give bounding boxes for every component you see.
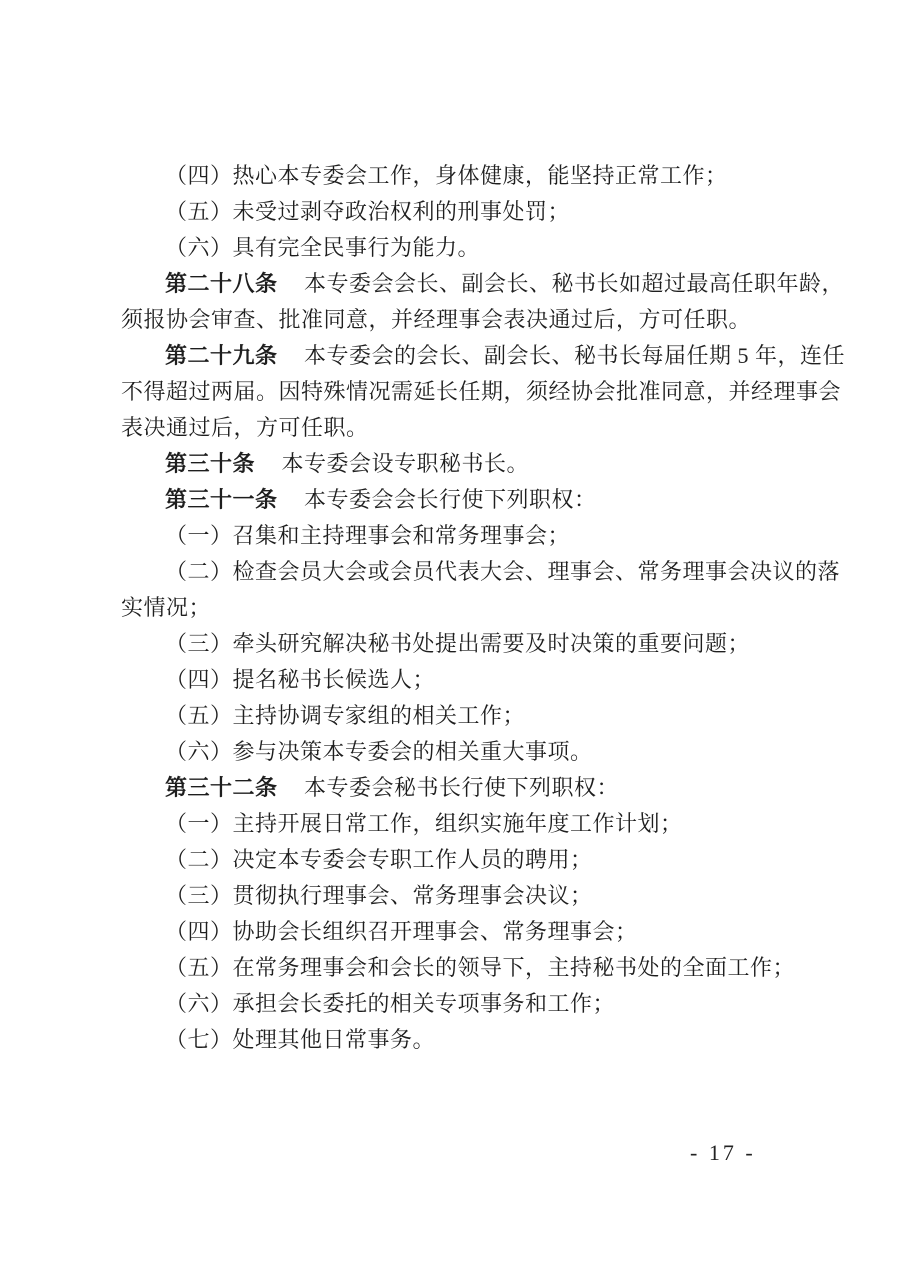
line-text: 本专委会设专职秘书长。 — [259, 451, 530, 476]
line-text: （六）具有完全民事行为能力。 — [165, 235, 481, 260]
text-line — [121, 374, 842, 410]
line-text: （二）决定本专委会专职工作人员的聘用； — [165, 847, 593, 872]
article-number: 第三十一条 — [165, 487, 278, 512]
article-number: 第三十条 — [165, 451, 256, 476]
text-line — [121, 230, 811, 266]
text-line — [121, 986, 811, 1022]
document-text-block — [121, 158, 846, 1058]
article-number: 第三十二条 — [165, 775, 278, 800]
line-text: （五）在常务理事会和会长的领导下，主持秘书处的全面工作； — [165, 955, 796, 980]
text-line — [121, 266, 845, 302]
line-text: 本专委会会长行使下列职权： — [281, 487, 597, 512]
text-line — [121, 194, 811, 230]
line-text: （五）未受过剥夺政治权利的刑事处罚； — [165, 199, 571, 224]
text-line — [121, 410, 811, 446]
text-line — [121, 158, 811, 194]
text-line — [121, 518, 811, 554]
text-line — [121, 626, 811, 662]
line-text: （四）协助会长组织召开理事会、常务理事会； — [165, 919, 638, 944]
text-line — [121, 662, 811, 698]
article-number: 第二十八条 — [165, 271, 278, 296]
text-line — [121, 302, 811, 338]
text-line — [121, 338, 846, 374]
line-text: 须报协会审查、批准同意，并经理事会表决通过后，方可任职。 — [121, 307, 752, 332]
text-line — [121, 950, 811, 986]
line-text: （四）提名秘书长候选人； — [165, 667, 436, 692]
page-number: - 17 - — [690, 1140, 756, 1165]
line-text: （四）热心本专委会工作，身体健康，能坚持正常工作； — [165, 163, 728, 188]
line-text: （一）召集和主持理事会和常务理事会； — [165, 523, 571, 548]
text-line — [121, 482, 811, 518]
line-text: （三）牵头研究解决秘书处提出需要及时决策的重要问题； — [165, 631, 751, 656]
line-text: （一）主持开展日常工作，组织实施年度工作计划； — [165, 811, 683, 836]
line-text: （三）贯彻执行理事会、常务理事会决议； — [165, 883, 593, 908]
text-line — [121, 1022, 811, 1058]
line-text: 本专委会会长、副会长、秘书长如超过最高任职年龄， — [281, 271, 845, 296]
text-line — [121, 554, 841, 590]
line-text: （五）主持协调专家组的相关工作； — [165, 703, 526, 728]
text-line — [121, 590, 811, 626]
text-line — [121, 446, 811, 482]
line-text: （二）检查会员大会或会员代表大会、理事会、常务理事会决议的落 — [165, 559, 841, 584]
text-line — [121, 806, 811, 842]
line-text: 表决通过后，方可任职。 — [121, 415, 369, 440]
line-text: （七）处理其他日常事务。 — [165, 1027, 436, 1052]
text-line — [121, 914, 811, 950]
line-text: 实情况； — [121, 595, 212, 620]
line-text: 本专委会的会长、副会长、秘书长每届任期 5 年，连任 — [281, 343, 846, 368]
text-line — [121, 770, 811, 806]
text-line — [121, 698, 811, 734]
text-line — [121, 734, 811, 770]
line-text: （六）参与决策本专委会的相关重大事项。 — [165, 739, 593, 764]
line-text: （六）承担会长委托的相关专项事务和工作； — [165, 991, 616, 1016]
article-number: 第二十九条 — [165, 343, 278, 368]
line-text: 本专委会秘书长行使下列职权： — [281, 775, 620, 800]
text-line — [121, 842, 811, 878]
line-text: 不得超过两届。因特殊情况需延长任期，须经协会批准同意，并经理事会 — [121, 379, 842, 404]
text-line — [121, 878, 811, 914]
